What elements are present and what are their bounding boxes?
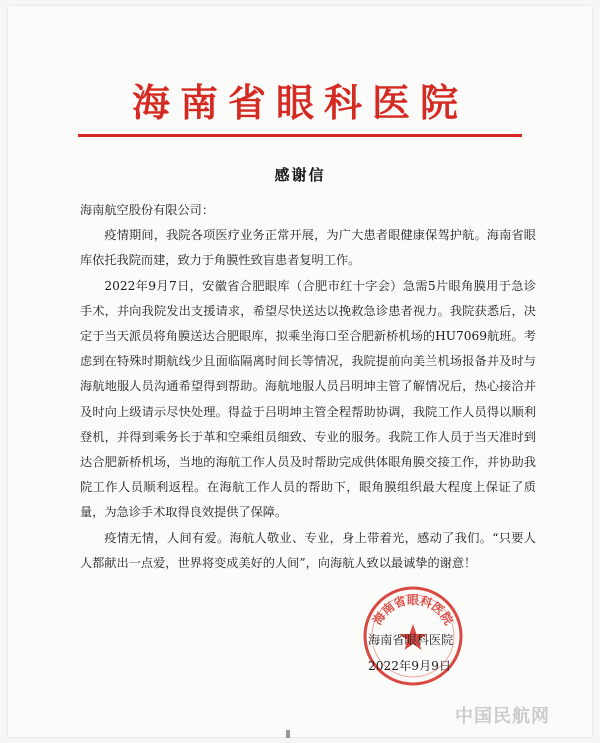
watermark-logo: 中国民航网 [455,706,550,727]
letter-paragraph-3: 疫情无情，人间有爱。海航人敬业、专业，身上带着光，感动了我们。“只要人人都献出一点爱，世界将变成美好的人间”，向海航人致以最诚挚的谢意！ [80,530,536,570]
letter-signature [368,628,453,678]
seal-text: 海南省眼科医院 [370,593,456,628]
letter-title: 感谢信 [274,166,326,184]
letter-page [8,6,592,737]
page-edge-mark [286,730,290,738]
letter-salutation: 海南航空股份有限公司： [80,203,215,217]
letterhead-org-name: 海南省眼科医院 [131,80,468,125]
letter-body [80,198,536,576]
signature-org: 海南省眼科医院 [368,633,454,647]
letter-paragraph-1: 疫情期间，我院各项医疗业务正常开展，为广大患者眼健康保驾护航。海南省眼库依托我院而建，致力于角膜性致盲患者复明工作。 [80,228,536,268]
signature-date: 2022年9月9日 [368,659,452,673]
letterhead-divider [78,134,522,137]
letter-paragraph-2: 2022年9月7日，安徽省合肥眼库（合肥市红十字会）急需5片眼角膜用于急诊手术，并向我院发出支援请求，希望尽快送达以挽救急诊患者视力。我院获悉后，决定于当天派员将角膜送达合肥眼库，拟乘坐海口至合肥新桥机场的HU7069航班。考虑到在特殊时期航线少且面临隔离时间长等情况，我院提前向美兰机场报备并及时与海航地服人员沟通希望得到帮助。海航地服人员吕明坤主管了解情况后，热心接洽并及时向上级请示尽快处理。得益于吕明坤主管全程帮助协调，我院工作人员得以顺利登机，并得到乘务长于革和空乘组员细致、专业的服务。我院工作人员于当天准时到达合肥新桥机场，当地的海航工作人员及时帮助完成供体眼角膜交接工作，并协助我院工作人员顺利返程。在海航工作人员的帮助下，眼角膜组织最大程度上保证了质量，为急诊手术取得良效提供了保障。 [80,278,536,520]
